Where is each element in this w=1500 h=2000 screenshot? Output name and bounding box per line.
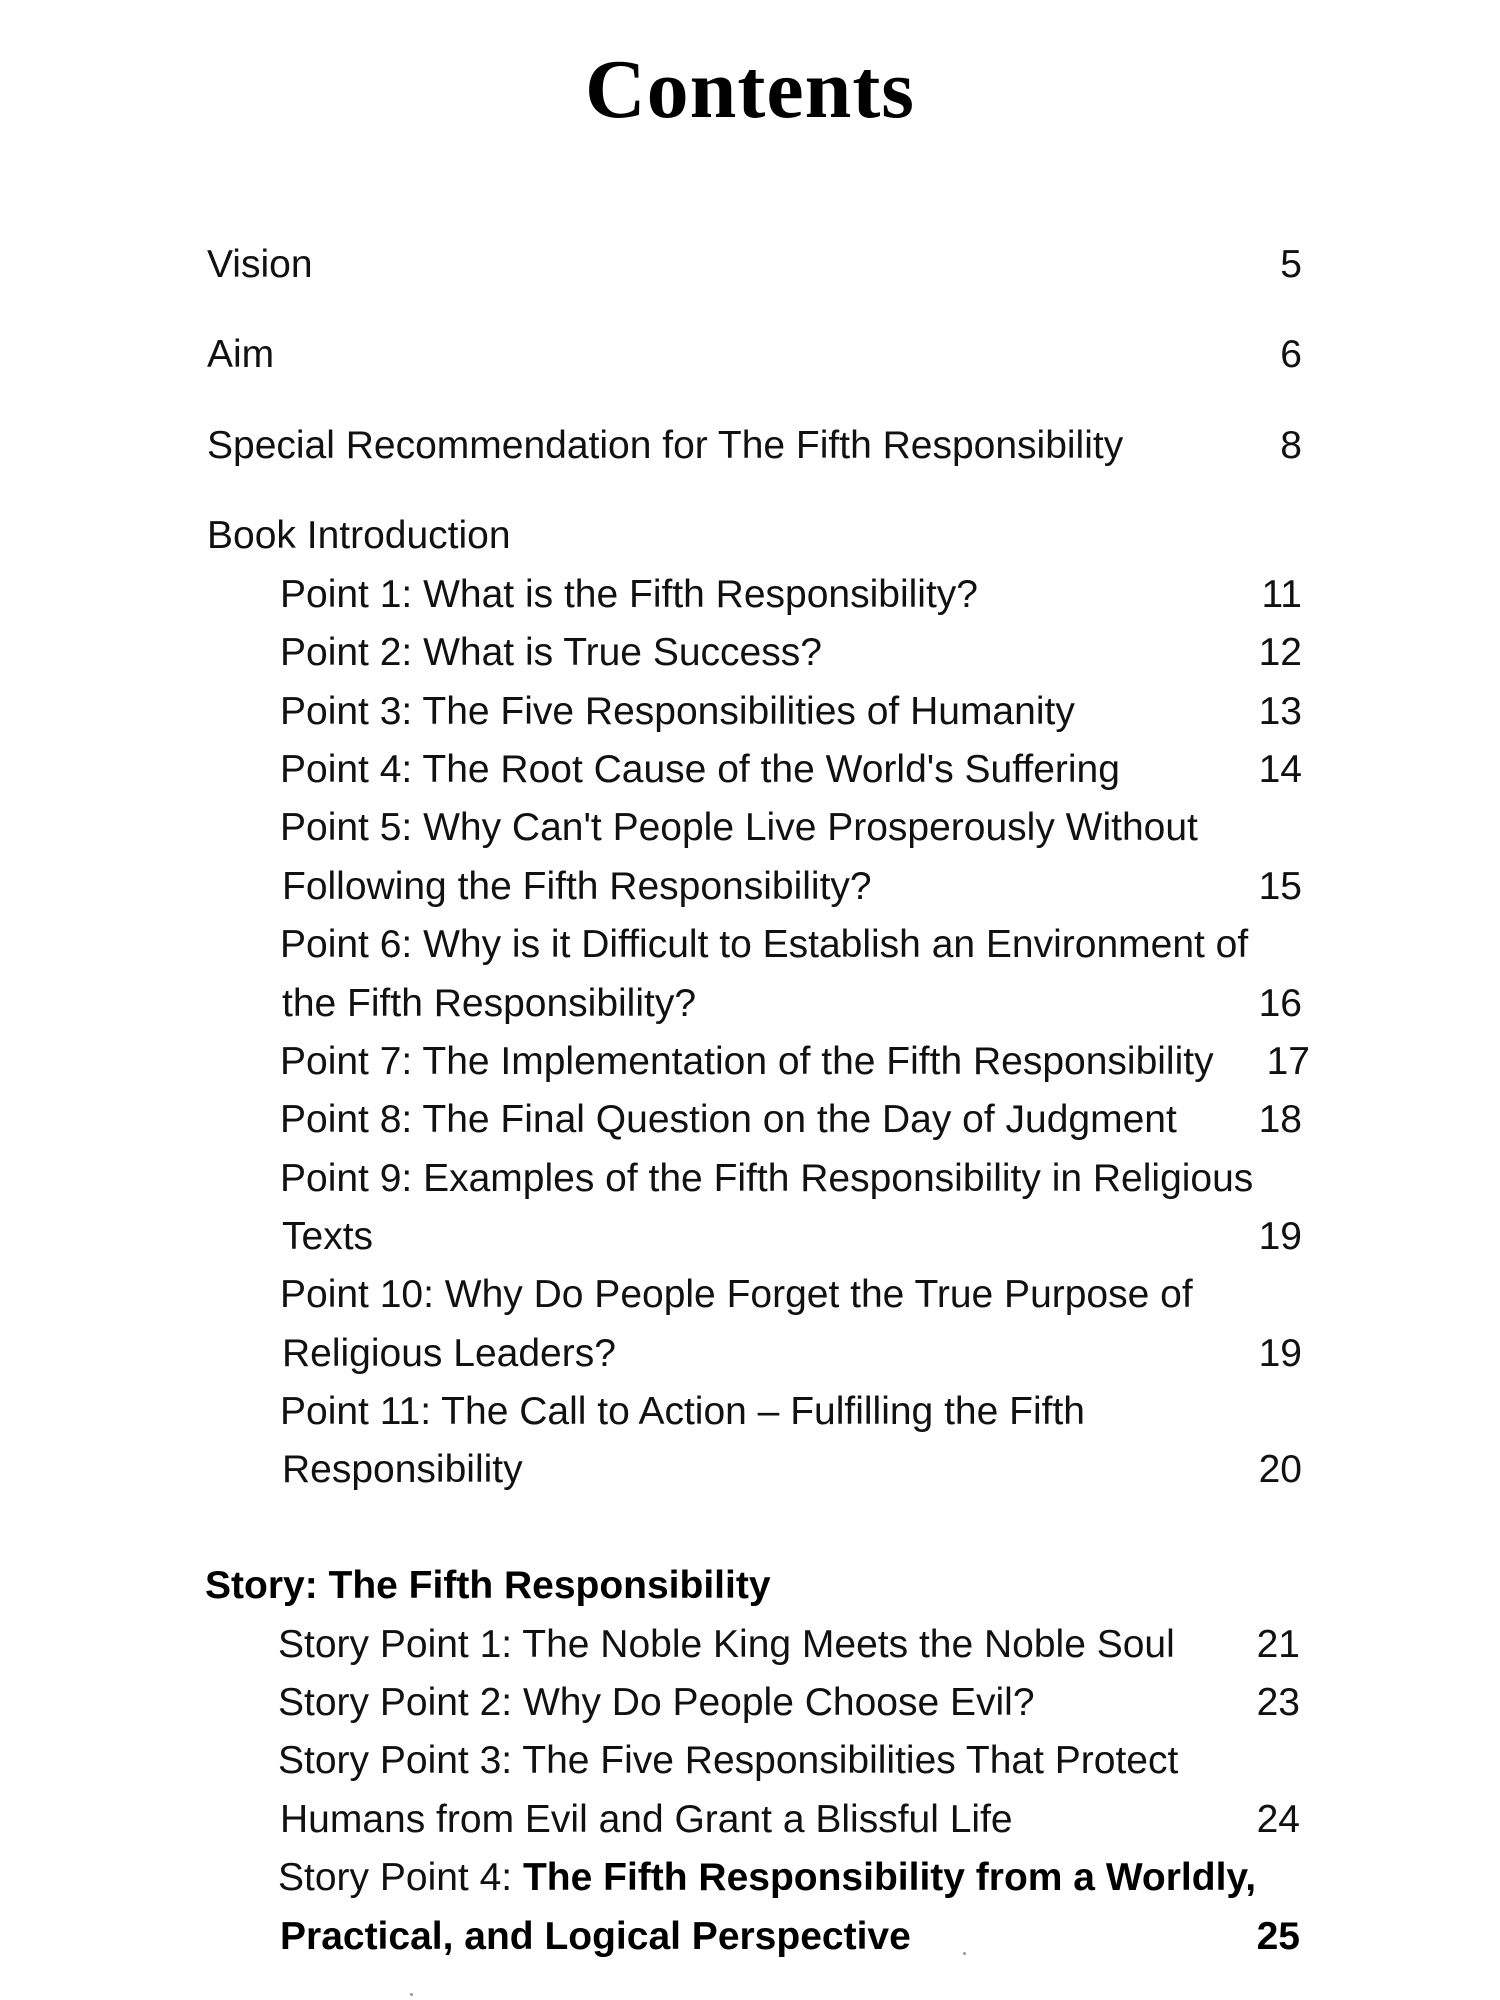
toc-entry-title-line-2: Texts [282, 1215, 374, 1258]
section-heading-story: Story: The Fifth Responsibility [205, 1564, 771, 1607]
toc-entry-page: 23 [1256, 1681, 1300, 1724]
toc-entry-title: Point 1: What is the Fifth Responsibility? [280, 573, 978, 616]
toc-entry-page: 19 [1258, 1332, 1302, 1375]
toc-entry-prefix: Story Point 4: [278, 1856, 523, 1899]
toc-entry-page: 14 [1258, 748, 1302, 791]
toc-entry-title-line-1: Point 5: Why Can't People Live Prosperously Without [280, 806, 1198, 849]
toc-entry-title-line-2: Following the Fifth Responsibility? [282, 865, 872, 908]
toc-entry-title-line-1: Story Point 3: The Five Responsibilities That Protect [278, 1739, 1179, 1782]
toc-entry-page: 20 [1258, 1448, 1302, 1491]
toc-entry-title-line-2: Practical, and Logical Perspective [280, 1915, 911, 1958]
page-title: Contents [584, 43, 915, 136]
toc-entry-page: 18 [1258, 1098, 1302, 1141]
toc-entry-title: Special Recommendation for The Fifth Responsibility [207, 424, 1124, 467]
toc-entry-title: Point 3: The Five Responsibilities of Humanity [280, 690, 1075, 733]
toc-entry-page: 16 [1258, 982, 1302, 1025]
toc-entry-page: 6 [1280, 333, 1302, 376]
toc-entry-title: Story Point 2: Why Do People Choose Evil? [278, 1681, 1035, 1724]
toc-entry-page: 5 [1280, 243, 1302, 286]
speck-mark [963, 1952, 966, 1955]
toc-entry-page: 15 [1258, 865, 1302, 908]
toc-entry-title-line-1: Point 11: The Call to Action – Fulfilling the Fifth [280, 1390, 1085, 1433]
toc-entry-page: 8 [1280, 424, 1302, 467]
toc-entry-page: 24 [1256, 1798, 1300, 1841]
toc-entry-title: Point 4: The Root Cause of the World's Suffering [280, 748, 1120, 791]
toc-entry-title: Point 7: The Implementation of the Fifth Responsibility [280, 1040, 1214, 1083]
toc-entry-page: 19 [1258, 1215, 1302, 1258]
speck-mark [410, 1993, 413, 1996]
section-heading-book-introduction: Book Introduction [207, 514, 511, 557]
toc-entry-title-line-1: Point 10: Why Do People Forget the True Purpose of [280, 1273, 1193, 1316]
toc-entry-title: Aim [207, 333, 275, 376]
toc-entry-title-line-2: the Fifth Responsibility? [282, 982, 697, 1025]
toc-entry-title: Story Point 1: The Noble King Meets the Noble Soul [278, 1623, 1175, 1666]
toc-entry-title-line-1: Point 9: Examples of the Fifth Responsibility in Religious [280, 1157, 1254, 1200]
toc-entry-bold-title: The Fifth Responsibility from a Worldly, [522, 1856, 1257, 1899]
toc-entry-page: 13 [1258, 690, 1302, 733]
toc-entry-page: 12 [1258, 631, 1302, 674]
toc-entry-page: 17 [1266, 1040, 1310, 1083]
toc-entry-page: 11 [1261, 573, 1302, 616]
toc-entry-title-line-1 [278, 1857, 1256, 1900]
toc-entry-title-line-2: Religious Leaders? [282, 1332, 616, 1375]
toc-entry-title: Point 8: The Final Question on the Day of Judgment [280, 1098, 1177, 1141]
toc-entry-page: 21 [1256, 1623, 1300, 1666]
toc-entry-title-line-2: Responsibility [282, 1448, 523, 1491]
toc-entry-title: Vision [207, 243, 313, 286]
toc-entry-title-line-2: Humans from Evil and Grant a Blissful Life [280, 1798, 1013, 1841]
toc-entry-title-line-1: Point 6: Why is it Difficult to Establish an Environment of [280, 923, 1249, 966]
toc-entry-title: Point 2: What is True Success? [280, 631, 822, 674]
toc-entry-page: 25 [1256, 1915, 1300, 1958]
